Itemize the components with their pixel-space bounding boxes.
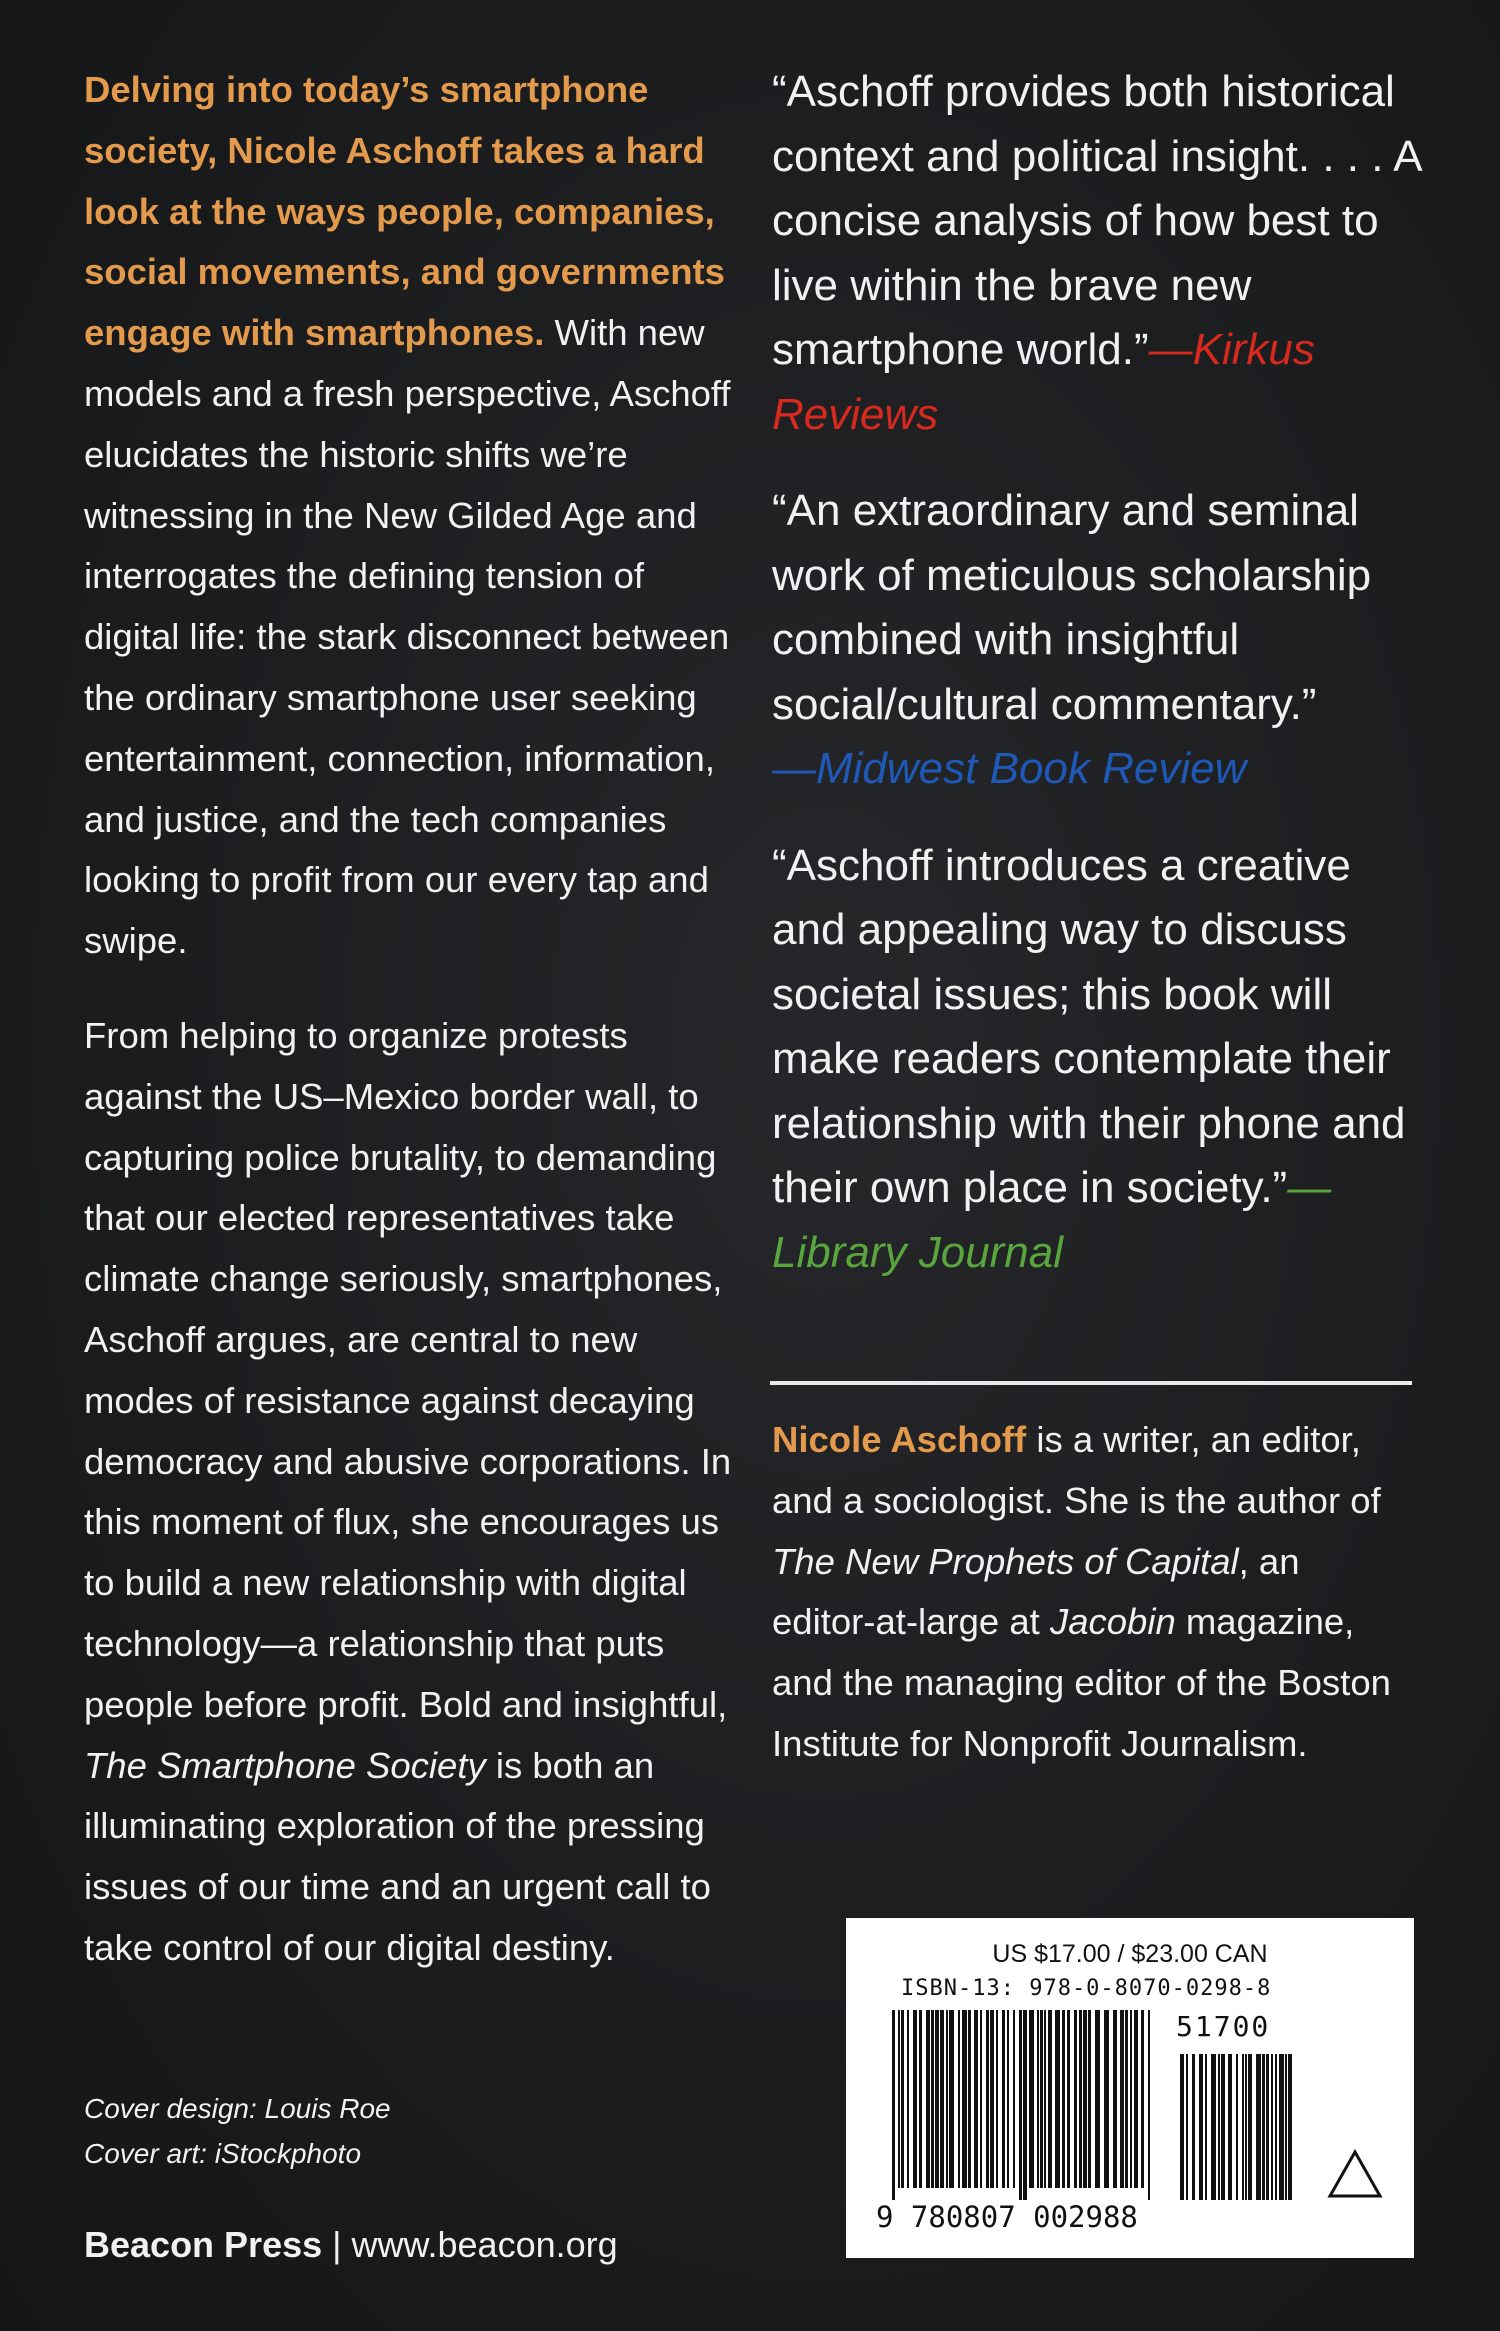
barcode-bar bbox=[958, 2010, 960, 2188]
barcode-bar bbox=[1074, 2010, 1077, 2188]
barcode-bar bbox=[1067, 2010, 1070, 2188]
footer-separator: | bbox=[322, 2224, 352, 2265]
barcode-bar bbox=[901, 2010, 904, 2188]
barcode-label bbox=[846, 1918, 1414, 2258]
barcode-bar bbox=[974, 2010, 978, 2188]
addon-bar bbox=[1211, 2054, 1216, 2200]
isbn-text: ISBN-13: 978-0-8070-0298-8 bbox=[901, 1976, 1272, 2001]
author-bio bbox=[772, 1410, 1412, 1775]
barcode-bar bbox=[996, 2010, 998, 2188]
barcode-bar bbox=[1013, 2010, 1015, 2188]
barcode-bar bbox=[1040, 2010, 1043, 2188]
addon-bar bbox=[1205, 2054, 1207, 2200]
description-p1-rest: With new models and a fresh perspective, Aschoff elucidates the historic shifts we’re witnessing in the New Gilded Age and interrogates the defining tension of digital life: the stark disconnect between the ordinary smartphone user seeking entertainment, connection, information, and justice, and the tech companies looking to profit from our every tap and swipe. bbox=[84, 312, 731, 962]
blurb-text: “Aschoff provides both historical context and political insight. . . . A concise analysis of how best to live within the brave new smartphone world.” bbox=[772, 67, 1421, 374]
barcode-bar bbox=[949, 2010, 954, 2188]
barcode-bar bbox=[892, 2010, 895, 2200]
addon-bar bbox=[1199, 2054, 1203, 2200]
barcode-bar bbox=[1141, 2010, 1144, 2188]
description-p2-end: is both an illuminating exploration of the pressing issues of our time and an urgent call to take control of our digital destiny. bbox=[84, 1744, 711, 1968]
cover-credits bbox=[84, 2086, 391, 2176]
barcode-bar bbox=[946, 2010, 948, 2188]
addon-bar bbox=[1266, 2054, 1269, 2200]
bio-text-3: magazine, and the managing editor of the Boston Institute for Nonprofit Journalism. bbox=[772, 1601, 1391, 1764]
addon-bar bbox=[1228, 2054, 1232, 2200]
barcode-bar bbox=[1019, 2010, 1022, 2200]
divider-rule bbox=[770, 1381, 1412, 1385]
barcode-bar bbox=[931, 2010, 934, 2188]
blurb-library-journal bbox=[772, 834, 1432, 1286]
addon-bar bbox=[1245, 2054, 1247, 2200]
barcode-bar bbox=[926, 2010, 930, 2188]
bio-text-1: is a writer, an editor, and a sociologist. She is the author of bbox=[772, 1419, 1381, 1521]
addon-bar bbox=[1285, 2054, 1287, 2200]
addon-bar bbox=[1271, 2054, 1273, 2200]
publisher-website: www.beacon.org bbox=[351, 2224, 618, 2265]
barcode-bar bbox=[1095, 2010, 1100, 2188]
barcode-bar bbox=[919, 2010, 922, 2188]
description-paragraph-1 bbox=[84, 60, 734, 972]
barcode-bar bbox=[1104, 2010, 1109, 2188]
barcode-bar bbox=[1062, 2010, 1065, 2188]
barcode-bar bbox=[1007, 2010, 1009, 2188]
cover-art-credit: Cover art: iStockphoto bbox=[84, 2138, 362, 2169]
blurb-source: —Library Journal bbox=[772, 1163, 1332, 1277]
addon-bar bbox=[1218, 2054, 1220, 2200]
blurbs-column bbox=[772, 60, 1432, 1285]
blurb-text: “Aschoff introduces a creative and appealing way to discuss societal issues; this book will make readers contemplate their relationship with their phone and their own place in society.” bbox=[772, 840, 1406, 1212]
addon-bar bbox=[1242, 2054, 1244, 2200]
price-text: US $17.00 / $23.00 CAN bbox=[992, 1940, 1268, 1968]
barcode-bar bbox=[1023, 2010, 1027, 2200]
addon-bar bbox=[1279, 2054, 1284, 2200]
blurb-source: —Kirkus Reviews bbox=[772, 325, 1315, 439]
barcode-bar bbox=[962, 2010, 967, 2188]
barcode-bar bbox=[913, 2010, 917, 2188]
bio-book-title: The New Prophets of Capital bbox=[772, 1540, 1239, 1582]
book-title: The Smartphone Society bbox=[84, 1744, 486, 1786]
barcode-bar bbox=[1029, 2010, 1034, 2188]
description-highlight: Delving into today’s smartphone society, Nicole Aschoff takes a hard look at the ways people, companies, social movements, and governments engage with smartphones. bbox=[84, 69, 725, 354]
barcode-bar bbox=[980, 2010, 982, 2188]
barcode-bar bbox=[1130, 2010, 1132, 2188]
barcode-bar bbox=[898, 2010, 900, 2188]
barcode-bar bbox=[1083, 2010, 1087, 2188]
barcode-bar bbox=[1088, 2010, 1091, 2188]
barcode-bar bbox=[968, 2010, 971, 2188]
barcode-bar bbox=[907, 2010, 909, 2188]
blurb-midwest bbox=[772, 479, 1432, 802]
barcode-bar bbox=[1037, 2010, 1039, 2188]
addon-bar bbox=[1248, 2054, 1252, 2200]
addon-bar bbox=[1221, 2054, 1225, 2200]
author-name: Nicole Aschoff bbox=[772, 1419, 1027, 1460]
barcode-bar bbox=[990, 2010, 994, 2188]
barcode-bar bbox=[1079, 2010, 1082, 2188]
barcode-bar bbox=[935, 2010, 939, 2188]
publisher-footer bbox=[84, 2220, 618, 2270]
blurb-kirkus bbox=[772, 60, 1432, 447]
addon-bar bbox=[1236, 2054, 1238, 2200]
blurb-source: —Midwest Book Review bbox=[772, 744, 1247, 793]
addon-number: 51700 bbox=[1176, 2010, 1271, 2043]
barcode-bar bbox=[1125, 2010, 1128, 2188]
addon-bar bbox=[1275, 2054, 1277, 2200]
triangle-icon bbox=[1326, 2148, 1384, 2200]
ean-number: 9 780807 002988 bbox=[876, 2200, 1138, 2234]
bio-magazine: Jacobin bbox=[1049, 1601, 1176, 1643]
addon-bar bbox=[1192, 2054, 1195, 2200]
blurb-text: “An extraordinary and seminal work of meticulous scholarship combined with insightful social/cultural commentary.” bbox=[772, 486, 1372, 729]
addon-bar bbox=[1180, 2054, 1184, 2200]
addon-bar bbox=[1256, 2054, 1261, 2200]
description-paragraph-2 bbox=[84, 1006, 734, 1979]
addon-bar bbox=[1288, 2054, 1292, 2200]
barcode-bar bbox=[1048, 2010, 1052, 2188]
barcode-bar bbox=[1148, 2010, 1150, 2200]
cover-design-credit: Cover design: Louis Roe bbox=[84, 2093, 391, 2124]
barcode-bar bbox=[1002, 2010, 1005, 2188]
barcode-bar bbox=[1055, 2010, 1060, 2188]
barcode-bar bbox=[1113, 2010, 1117, 2188]
barcode-bar bbox=[986, 2010, 989, 2188]
publisher-name: Beacon Press bbox=[84, 2224, 323, 2265]
bio-text-2: , an editor-at-large at bbox=[772, 1540, 1300, 1643]
addon-bar bbox=[1262, 2054, 1265, 2200]
barcode-bar bbox=[1044, 2010, 1046, 2188]
description-column bbox=[84, 60, 734, 1979]
barcode-bar bbox=[1120, 2010, 1124, 2188]
barcode-bar bbox=[1134, 2010, 1138, 2188]
barcode-bar bbox=[940, 2010, 944, 2188]
addon-bar bbox=[1186, 2054, 1188, 2200]
description-p2-start: From helping to organize protests against the US–Mexico border wall, to capturing police brutality, to demanding that our elected representatives take climate change seriously, smartphones, Aschoff argues, are central to new modes of resistance against decaying democracy and abusive corporations. In this moment of flux, she encourages us to build a new relationship with digital technology—a relationship that puts people before profit. Bold and insightful, bbox=[84, 1014, 732, 1725]
